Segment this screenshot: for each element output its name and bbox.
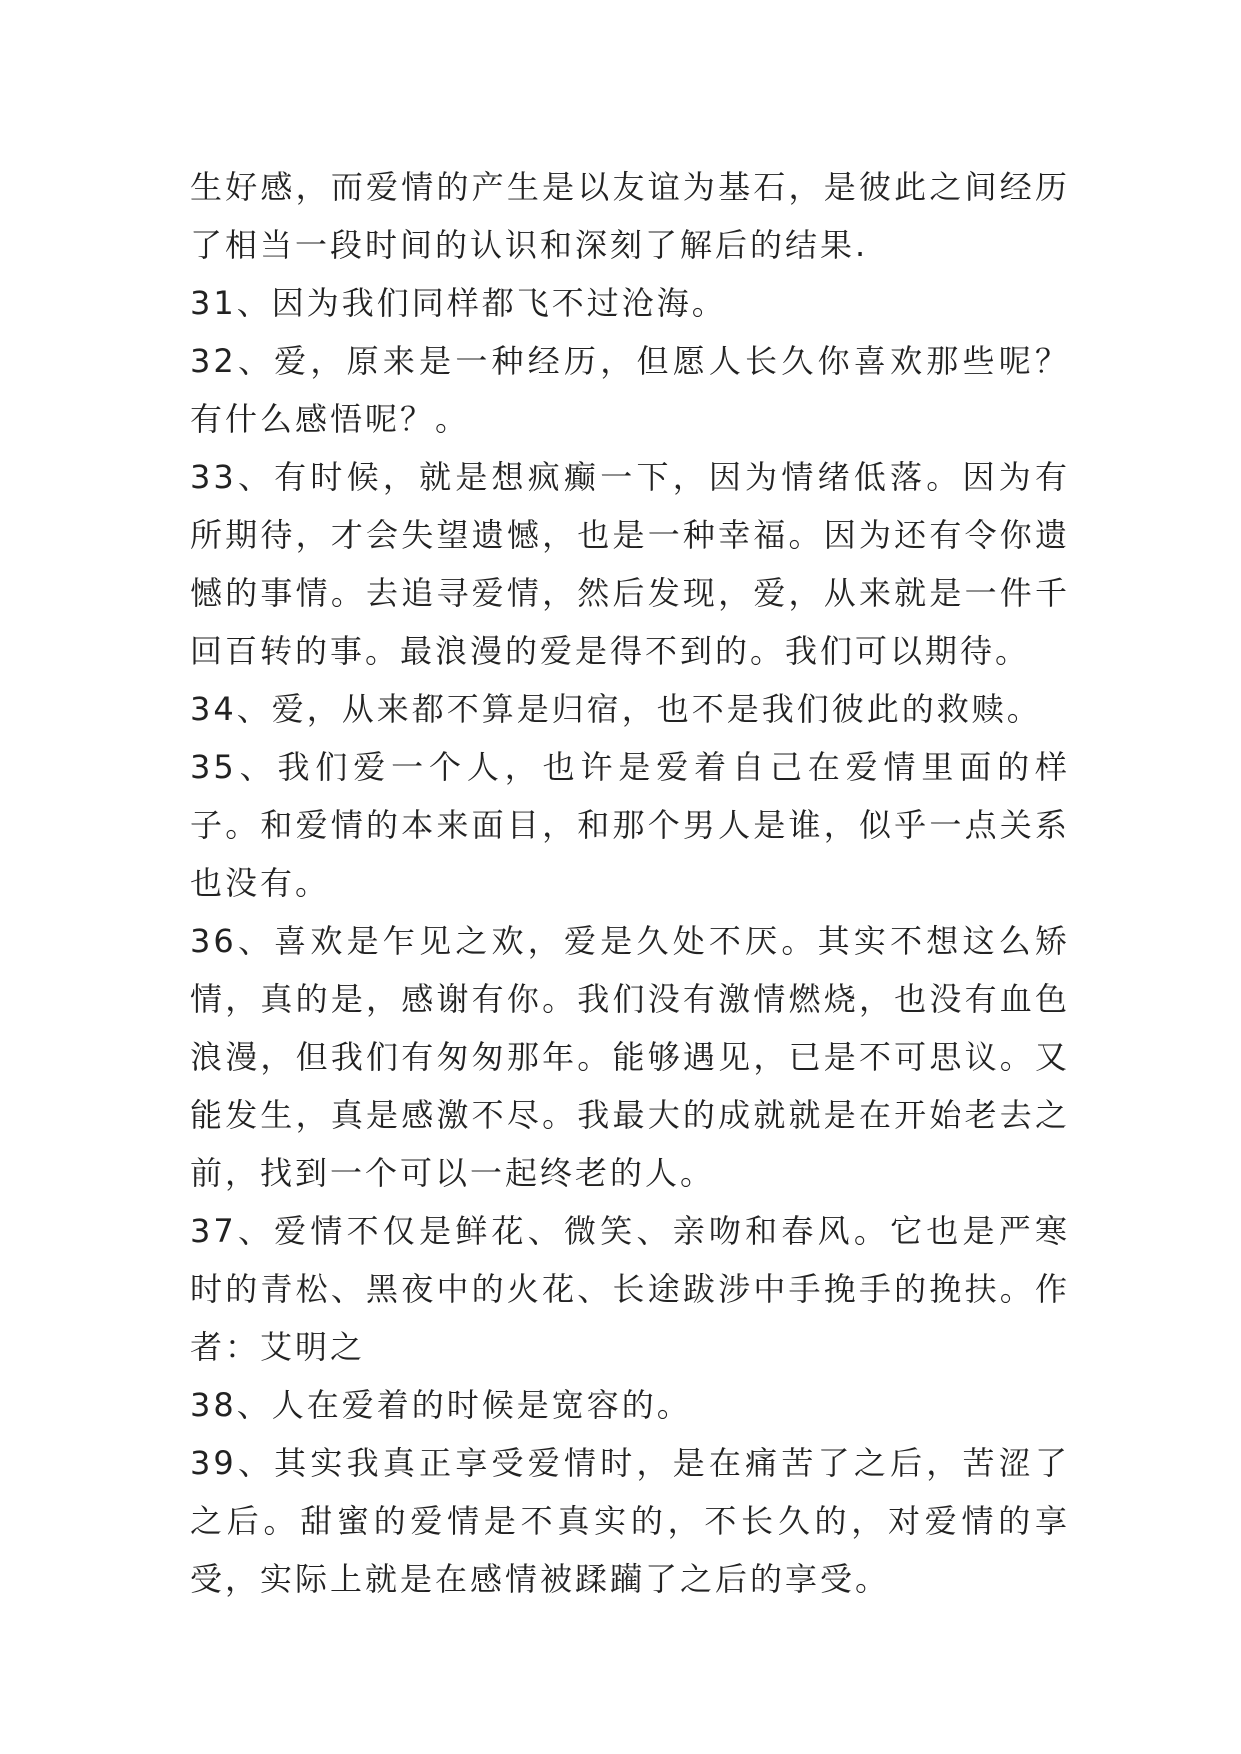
paragraph-31: 31、因为我们同样都飞不过沧海。 bbox=[190, 284, 727, 322]
document-body bbox=[190, 158, 1070, 1608]
paragraph-39: 39、其实我真正享受爱情时，是在痛苦了之后，苦涩了之后。甜蜜的爱情是不真实的，不长久的，对爱情的享受，实际上就是在感情被蹂躏了之后的享受。 bbox=[190, 1444, 1070, 1598]
paragraph-37: 37、爱情不仅是鲜花、微笑、亲吻和春风。它也是严寒时的青松、黑夜中的火花、长途跋涉中手挽手的挽扶。作者：艾明之 bbox=[190, 1212, 1070, 1366]
paragraph-36: 36、喜欢是乍见之欢，爱是久处不厌。其实不想这么矫情，真的是，感谢有你。我们没有激情燃烧，也没有血色浪漫，但我们有匆匆那年。能够遇见，已是不可思议。又能发生，真是感激不尽。我最大的成就就是在开始老去之前，找到一个可以一起终老的人。 bbox=[190, 922, 1070, 1192]
paragraph-38: 38、人在爱着的时候是宽容的。 bbox=[190, 1386, 692, 1424]
paragraph-33: 33、有时候，就是想疯癫一下，因为情绪低落。因为有所期待，才会失望遗憾，也是一种幸福。因为还有令你遗憾的事情。去追寻爱情，然后发现，爱，从来就是一件千回百转的事。最浪漫的爱是得不到的。我们可以期待。 bbox=[190, 458, 1070, 670]
paragraph-35: 35、我们爱一个人，也许是爱着自己在爱情里面的样子。和爱情的本来面目，和那个男人是谁，似乎一点关系也没有。 bbox=[190, 748, 1070, 902]
paragraph-continuation: 生好感，而爱情的产生是以友谊为基石，是彼此之间经历了相当一段时间的认识和深刻了解后的结果. bbox=[190, 168, 1070, 264]
paragraph-34: 34、爱，从来都不算是归宿，也不是我们彼此的救赎。 bbox=[190, 690, 1042, 728]
paragraph-32: 32、爱，原来是一种经历，但愿人长久你喜欢那些呢？有什么感悟呢？。 bbox=[190, 342, 1070, 438]
